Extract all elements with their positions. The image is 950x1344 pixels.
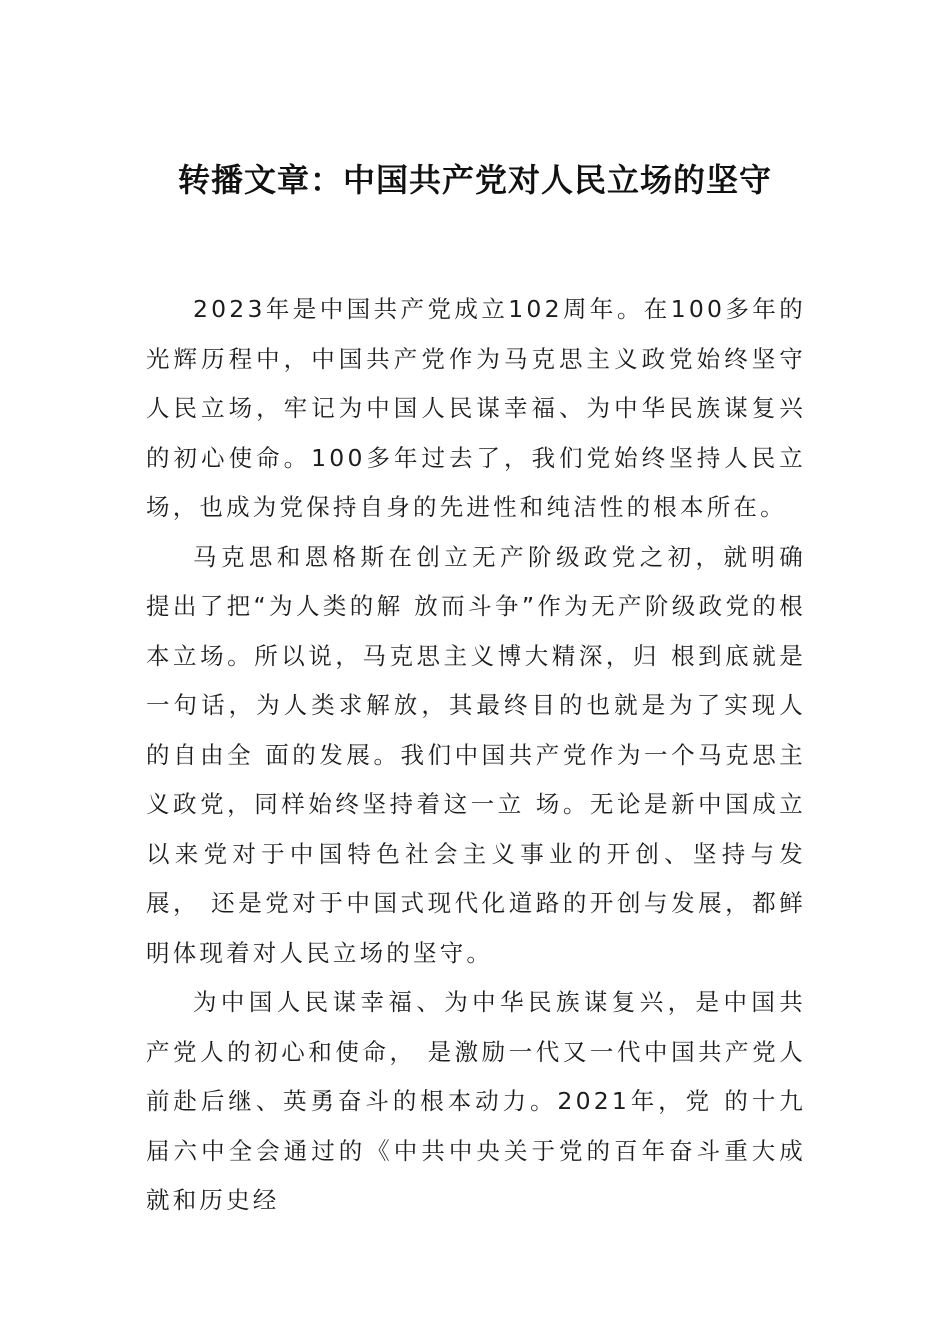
document-title: 转播文章：中国共产党对人民立场的坚守 [177, 161, 772, 199]
document-body [146, 285, 806, 1226]
paragraph-1: 2023年是中国共产党成立102周年。在100多年的光辉历程中，中国共产党作为马克思主义政党始终坚守人民立场，牢记为中国人民谋幸福、为中华民族谋复兴的初心使命。100多年过去了，我们党始终坚持人民立场，也成为党保持自身的先进性和纯洁性的根本所在。 [146, 295, 806, 521]
paragraph-2: 马克思和恩格斯在创立无产阶级政党之初，就明确提出了把“为人类的解 放而斗争”作为无产阶级政党的根本立场。所以说，马克思主义博大精深，归 根到底就是一句话，为人类求解放，其最终目的也就是为了实现人的自由全 面的发展。我们中国共产党作为一个马克思主义政党，同样始终坚持着这一立 场。无论是新中国成立以来党对于中国特色社会主义事业的开创、坚持与发展， 还是党对于中国式现代化道路的开创与发展，都鲜明体现着对人民立场的坚守。 [146, 542, 806, 967]
paragraph-3: 为中国人民谋幸福、为中华民族谋复兴，是中国共产党人的初心和使命， 是激励一代又一代中国共产党人前赴后继、英勇奋斗的根本动力。2021年，党 的十九届六中全会通过的《中共中央关于党的百年奋斗重大成就和历史经 [146, 988, 806, 1214]
